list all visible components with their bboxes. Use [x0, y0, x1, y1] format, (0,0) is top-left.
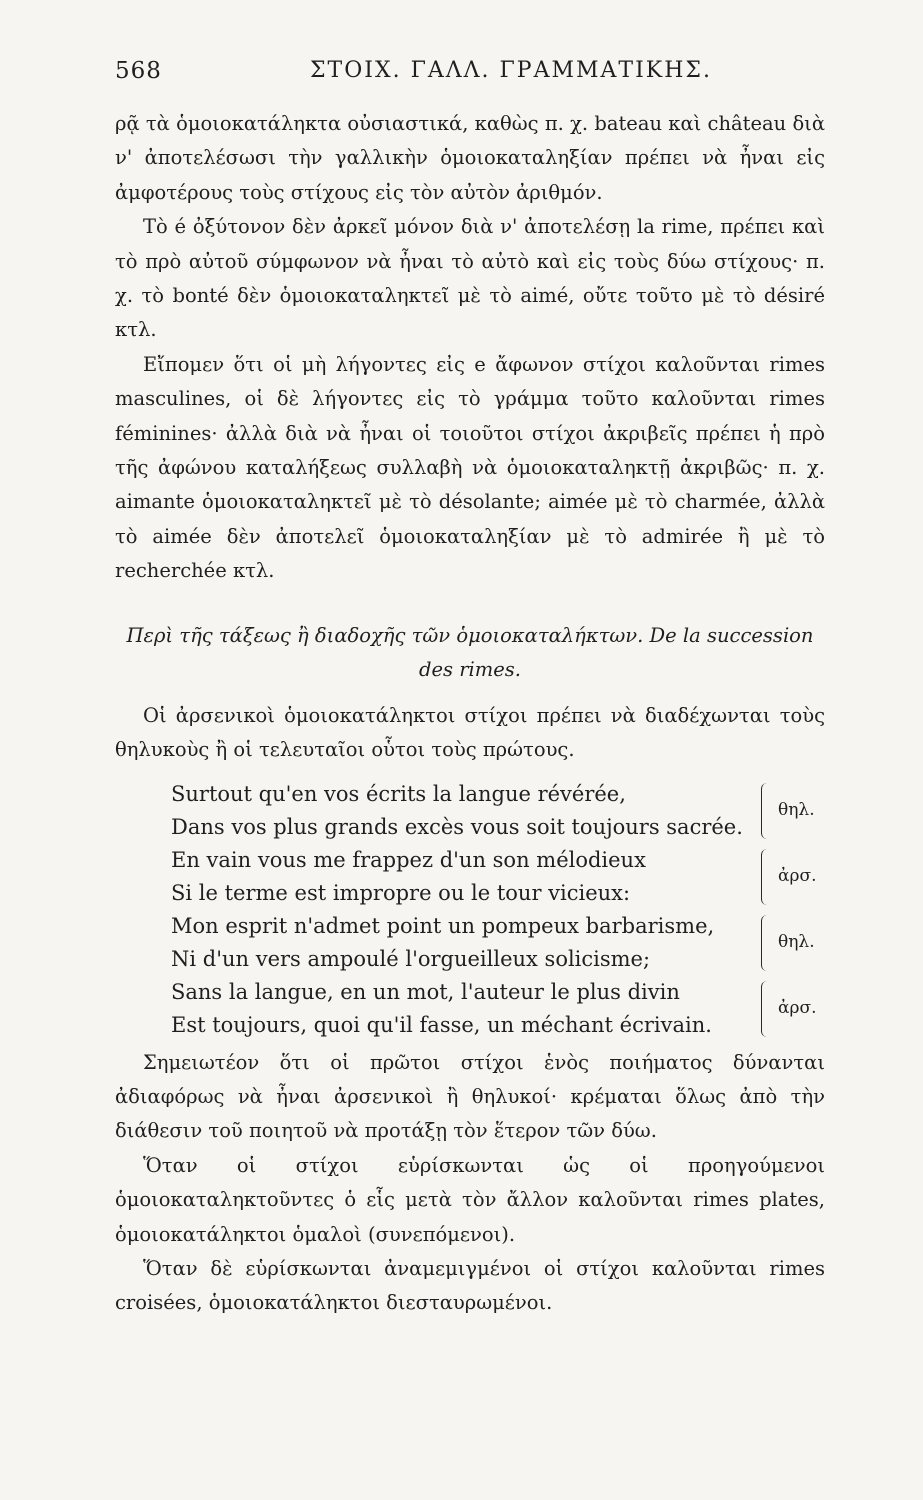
paragraph: Εἴπομεν ὅτι οἱ μὴ λήγοντες εἰς e ἄφωνον στίχοι καλοῦνται rimes masculines, οἱ δὲ λήγοντες εἰς τὸ γράμμα τοῦτο καλοῦνται rimes féminines· ἀλλὰ διὰ νὰ ἦναι οἱ τοιοῦτοι στίχοι ἀκριβεῖς πρέπει ἡ πρὸ τῆς ἀφώνου καταλήξεως συλλαβὴ νὰ ὁμοιοκαταληκτῇ ἀκριβῶς· π. χ. aimante ὁμοιοκαταληκτεῖ μὲ τὸ désolante; aimée μὲ τὸ charmée, ἀλλὰ τὸ aimée δὲν ἀποτελεῖ ὁμοιοκαταληξίαν μὲ τὸ admirée ἢ μὲ τὸ recherchée κτλ.	[115, 352, 825, 583]
rhyme-label: ἀρσ.	[778, 998, 817, 1019]
couplet	[115, 844, 825, 910]
paragraph: Ὅταν δὲ εὑρίσκωνται ἀναμεμιγμένοι οἱ στίχοι καλοῦνται rimes croisées, ὁμοιοκατάληκτοι διεσταυρωμένοι.	[115, 1256, 825, 1315]
verse-line: Mon esprit n'admet point un pompeux barbarisme,	[171, 913, 715, 938]
paragraph: Ὅταν οἱ στίχοι εὑρίσκωνται ὡς οἱ προηγούμενοι ὁμοιοκαταληκτοῦντες ὁ εἷς μετὰ τὸν ἄλλον καλοῦνται rimes plates, ὁμοιοκατάληκτοι ὁμαλοὶ (συνεπόμενοι).	[115, 1153, 825, 1246]
verse-line: Est toujours, quoi qu'il fasse, un méchant écrivain.	[171, 1012, 712, 1037]
couplet	[115, 910, 825, 976]
page-body	[115, 107, 825, 1321]
verse-line: Surtout qu'en vos écrits la langue révérée,	[171, 781, 626, 806]
rhyme-label: θηλ.	[778, 800, 815, 821]
page-header	[115, 58, 815, 92]
paragraph: ρᾷ τὰ ὁμοιοκατάληκτα οὐσιαστικά, καθὼς π. χ. bateau καὶ château διὰ ν' ἀποτελέσωσι τὴν γαλλικὴν ὁμοιοκαταληξίαν πρέπει νὰ ἦναι εἰς ἀμφοτέρους τοὺς στίχους εἰς τὸν αὐτὸν ἀριθμόν.	[115, 112, 825, 204]
brace	[761, 783, 772, 839]
section-heading: Περὶ τῆς τάξεως ἢ διαδοχῆς τῶν ὁμοιοκαταλήκτων. De la succession des rimes.	[126, 623, 814, 681]
verse-line: Si le terme est impropre ou le tour vicieux:	[171, 880, 631, 905]
verse-line: Sans la langue, en un mot, l'auteur le plus divin	[171, 979, 680, 1004]
paragraph: Οἱ ἀρσενικοὶ ὁμοιοκατάληκτοι στίχοι πρέπει νὰ διαδέχωνται τοὺς θηλυκοὺς ἢ οἱ τελευταῖοι οὗτοι τοὺς πρώτους.	[115, 703, 825, 762]
paragraph: Τὸ é ὀξύτονον δὲν ἀρκεῖ μόνον διὰ ν' ἀποτελέσῃ la rime, πρέπει καὶ τὸ πρὸ αὐτοῦ σύμφωνον νὰ ἦναι τὸ αὐτὸ καὶ εἰς τοὺς δύω στίχους· π. χ. τὸ bonté δὲν ὁμοιοκαταληκτεῖ μὲ τὸ aimé, οὔτε τοῦτο μὲ τὸ désiré κτλ.	[115, 215, 825, 342]
verse-line: Dans vos plus grands excès vous soit toujours sacrée.	[171, 814, 743, 839]
rhyme-label: θηλ.	[778, 932, 815, 953]
verse-line: En vain vous me frappez d'un son mélodieux	[171, 847, 646, 872]
brace	[761, 915, 772, 971]
couplet	[115, 778, 825, 844]
brace	[761, 849, 772, 905]
verse-line: Ni d'un vers ampoulé l'orgueilleux solicisme;	[171, 946, 651, 971]
rhyme-label: ἀρσ.	[778, 866, 817, 887]
brace	[761, 981, 772, 1037]
page-number: 568	[115, 58, 162, 84]
running-head: ΣΤΟΙΧ. ΓΑΛΛ. ΓΡΑΜΜΑΤΙΚΗΣ.	[310, 58, 712, 83]
couplet	[115, 976, 825, 1042]
paragraph: Σημειωτέον ὅτι οἱ πρῶτοι στίχοι ἑνὸς ποιήματος δύνανται ἀδιαφόρως νὰ ἦναι ἀρσενικοὶ ἢ θηλυκοί· κρέμαται ὅλως ἀπὸ τὴν διάθεσιν τοῦ ποιητοῦ νὰ προτάξῃ τὸν ἕτερον τῶν δύω.	[115, 1050, 825, 1143]
poem-example	[115, 778, 825, 1042]
